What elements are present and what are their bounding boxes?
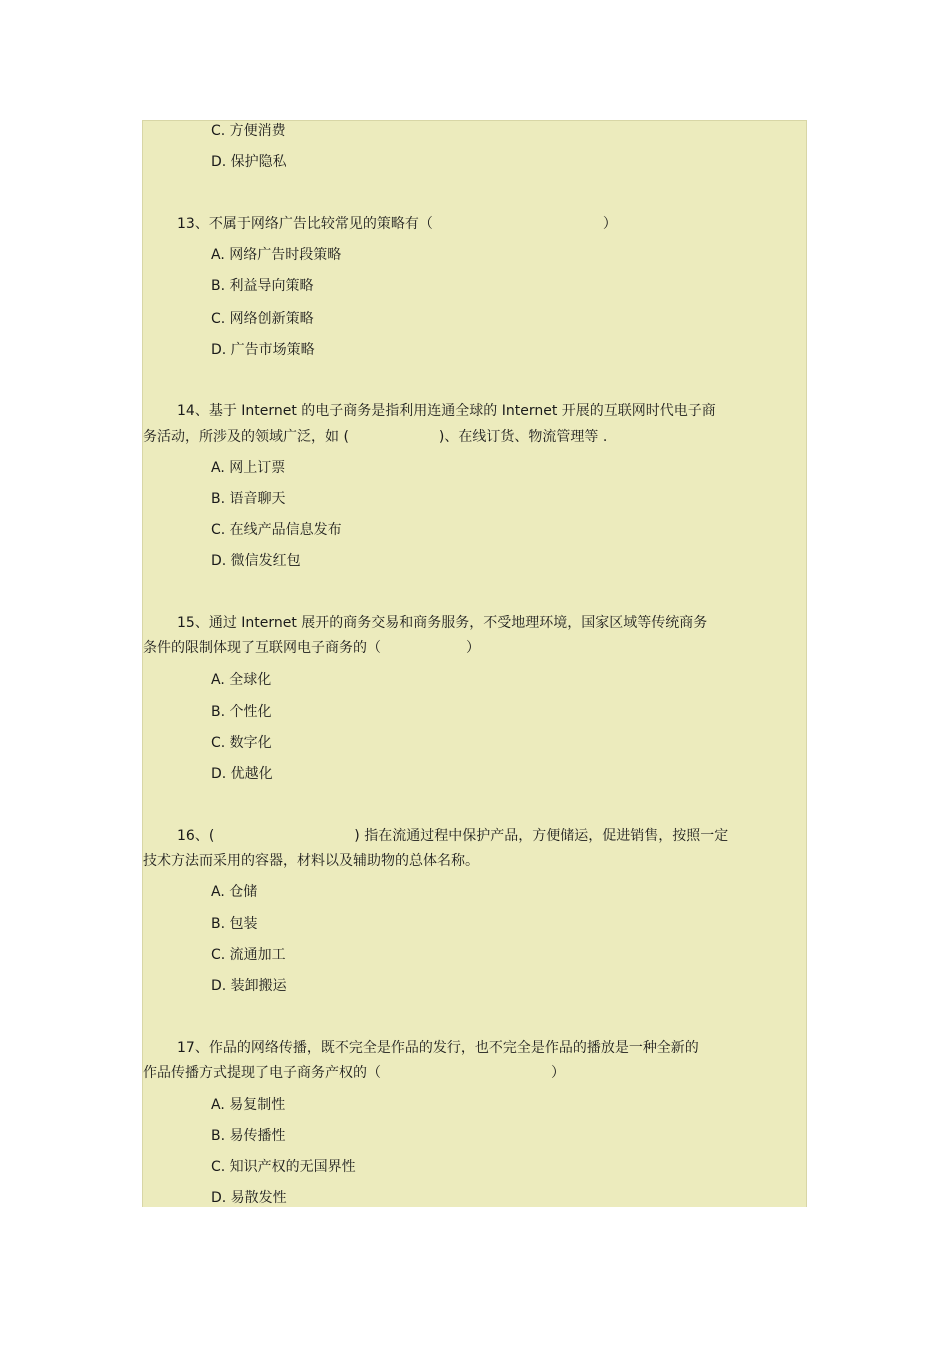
question-stem-text: ） [466, 640, 480, 656]
question-15-option-a: A. 全球化 [211, 672, 272, 688]
option-d: D. 保护隐私 [211, 154, 287, 170]
question-16-stem-line2: 技术方法而采用的容器，材料以及辅助物的总体名称。 [143, 853, 479, 869]
question-stem-text: 作品传播方式提现了电子商务产权的（ [143, 1065, 381, 1081]
question-16-stem-line1 [177, 827, 728, 845]
question-16-option-d: D. 装卸搬运 [211, 978, 287, 994]
question-14-stem-line1: 14、基于 Internet 的电子商务是指利用连通全球的 Internet 开展的互联网时代电子商 [177, 403, 716, 419]
question-stem-text: 条件的限制体现了互联网电子商务的（ [143, 640, 381, 656]
question-14-option-c: C. 在线产品信息发布 [211, 522, 342, 538]
question-14-stem-line2 [143, 428, 607, 446]
question-15-option-b: B. 个性化 [211, 704, 272, 720]
question-17-stem-line1: 17、作品的网络传播，既不完全是作品的发行，也不完全是作品的播放是一种全新的 [177, 1040, 699, 1056]
question-17-option-d: D. 易散发性 [211, 1190, 287, 1206]
question-16-option-a: A. 仓储 [211, 884, 258, 900]
question-14-option-d: D. 微信发红包 [211, 553, 301, 569]
question-17-option-a: A. 易复制性 [211, 1097, 286, 1113]
question-stem-text: 16、( [177, 828, 215, 844]
question-15-option-c: C. 数字化 [211, 735, 272, 751]
question-stem-text: ） [551, 1065, 565, 1081]
question-13-option-a: A. 网络广告时段策略 [211, 247, 342, 263]
question-13-option-d: D. 广告市场策略 [211, 342, 315, 358]
question-15-stem-line1: 15、通过 Internet 展开的商务交易和商务服务，不受地理环境，国家区域等传统商务 [177, 615, 708, 631]
question-17-option-b: B. 易传播性 [211, 1128, 286, 1144]
question-14-option-b: B. 语音聊天 [211, 491, 286, 507]
question-stem-text: ） [602, 216, 617, 232]
question-15-option-d: D. 优越化 [211, 766, 273, 782]
question-17-option-c: C. 知识产权的无国界性 [211, 1159, 356, 1175]
question-stem-text: 务活动，所涉及的领域广泛，如 ( [143, 429, 349, 445]
question-17-stem-line2 [143, 1064, 565, 1082]
question-stem-text: )、在线订货、物流管理等 . [438, 429, 608, 445]
question-14-option-a: A. 网上订票 [211, 460, 286, 476]
option-c: C. 方便消费 [211, 123, 286, 139]
question-13-option-b: B. 利益导向策略 [211, 278, 314, 294]
question-16-option-c: C. 流通加工 [211, 947, 286, 963]
question-15-stem-line2 [143, 639, 480, 657]
question-13-stem [177, 215, 617, 233]
question-stem-text: 13、不属于网络广告比较常见的策略有（ [177, 216, 433, 232]
question-stem-text: ) 指在流通过程中保护产品，方便储运，促进销售，按照一定 [354, 828, 729, 844]
question-13-option-c: C. 网络创新策略 [211, 311, 314, 327]
question-16-option-b: B. 包装 [211, 916, 258, 932]
